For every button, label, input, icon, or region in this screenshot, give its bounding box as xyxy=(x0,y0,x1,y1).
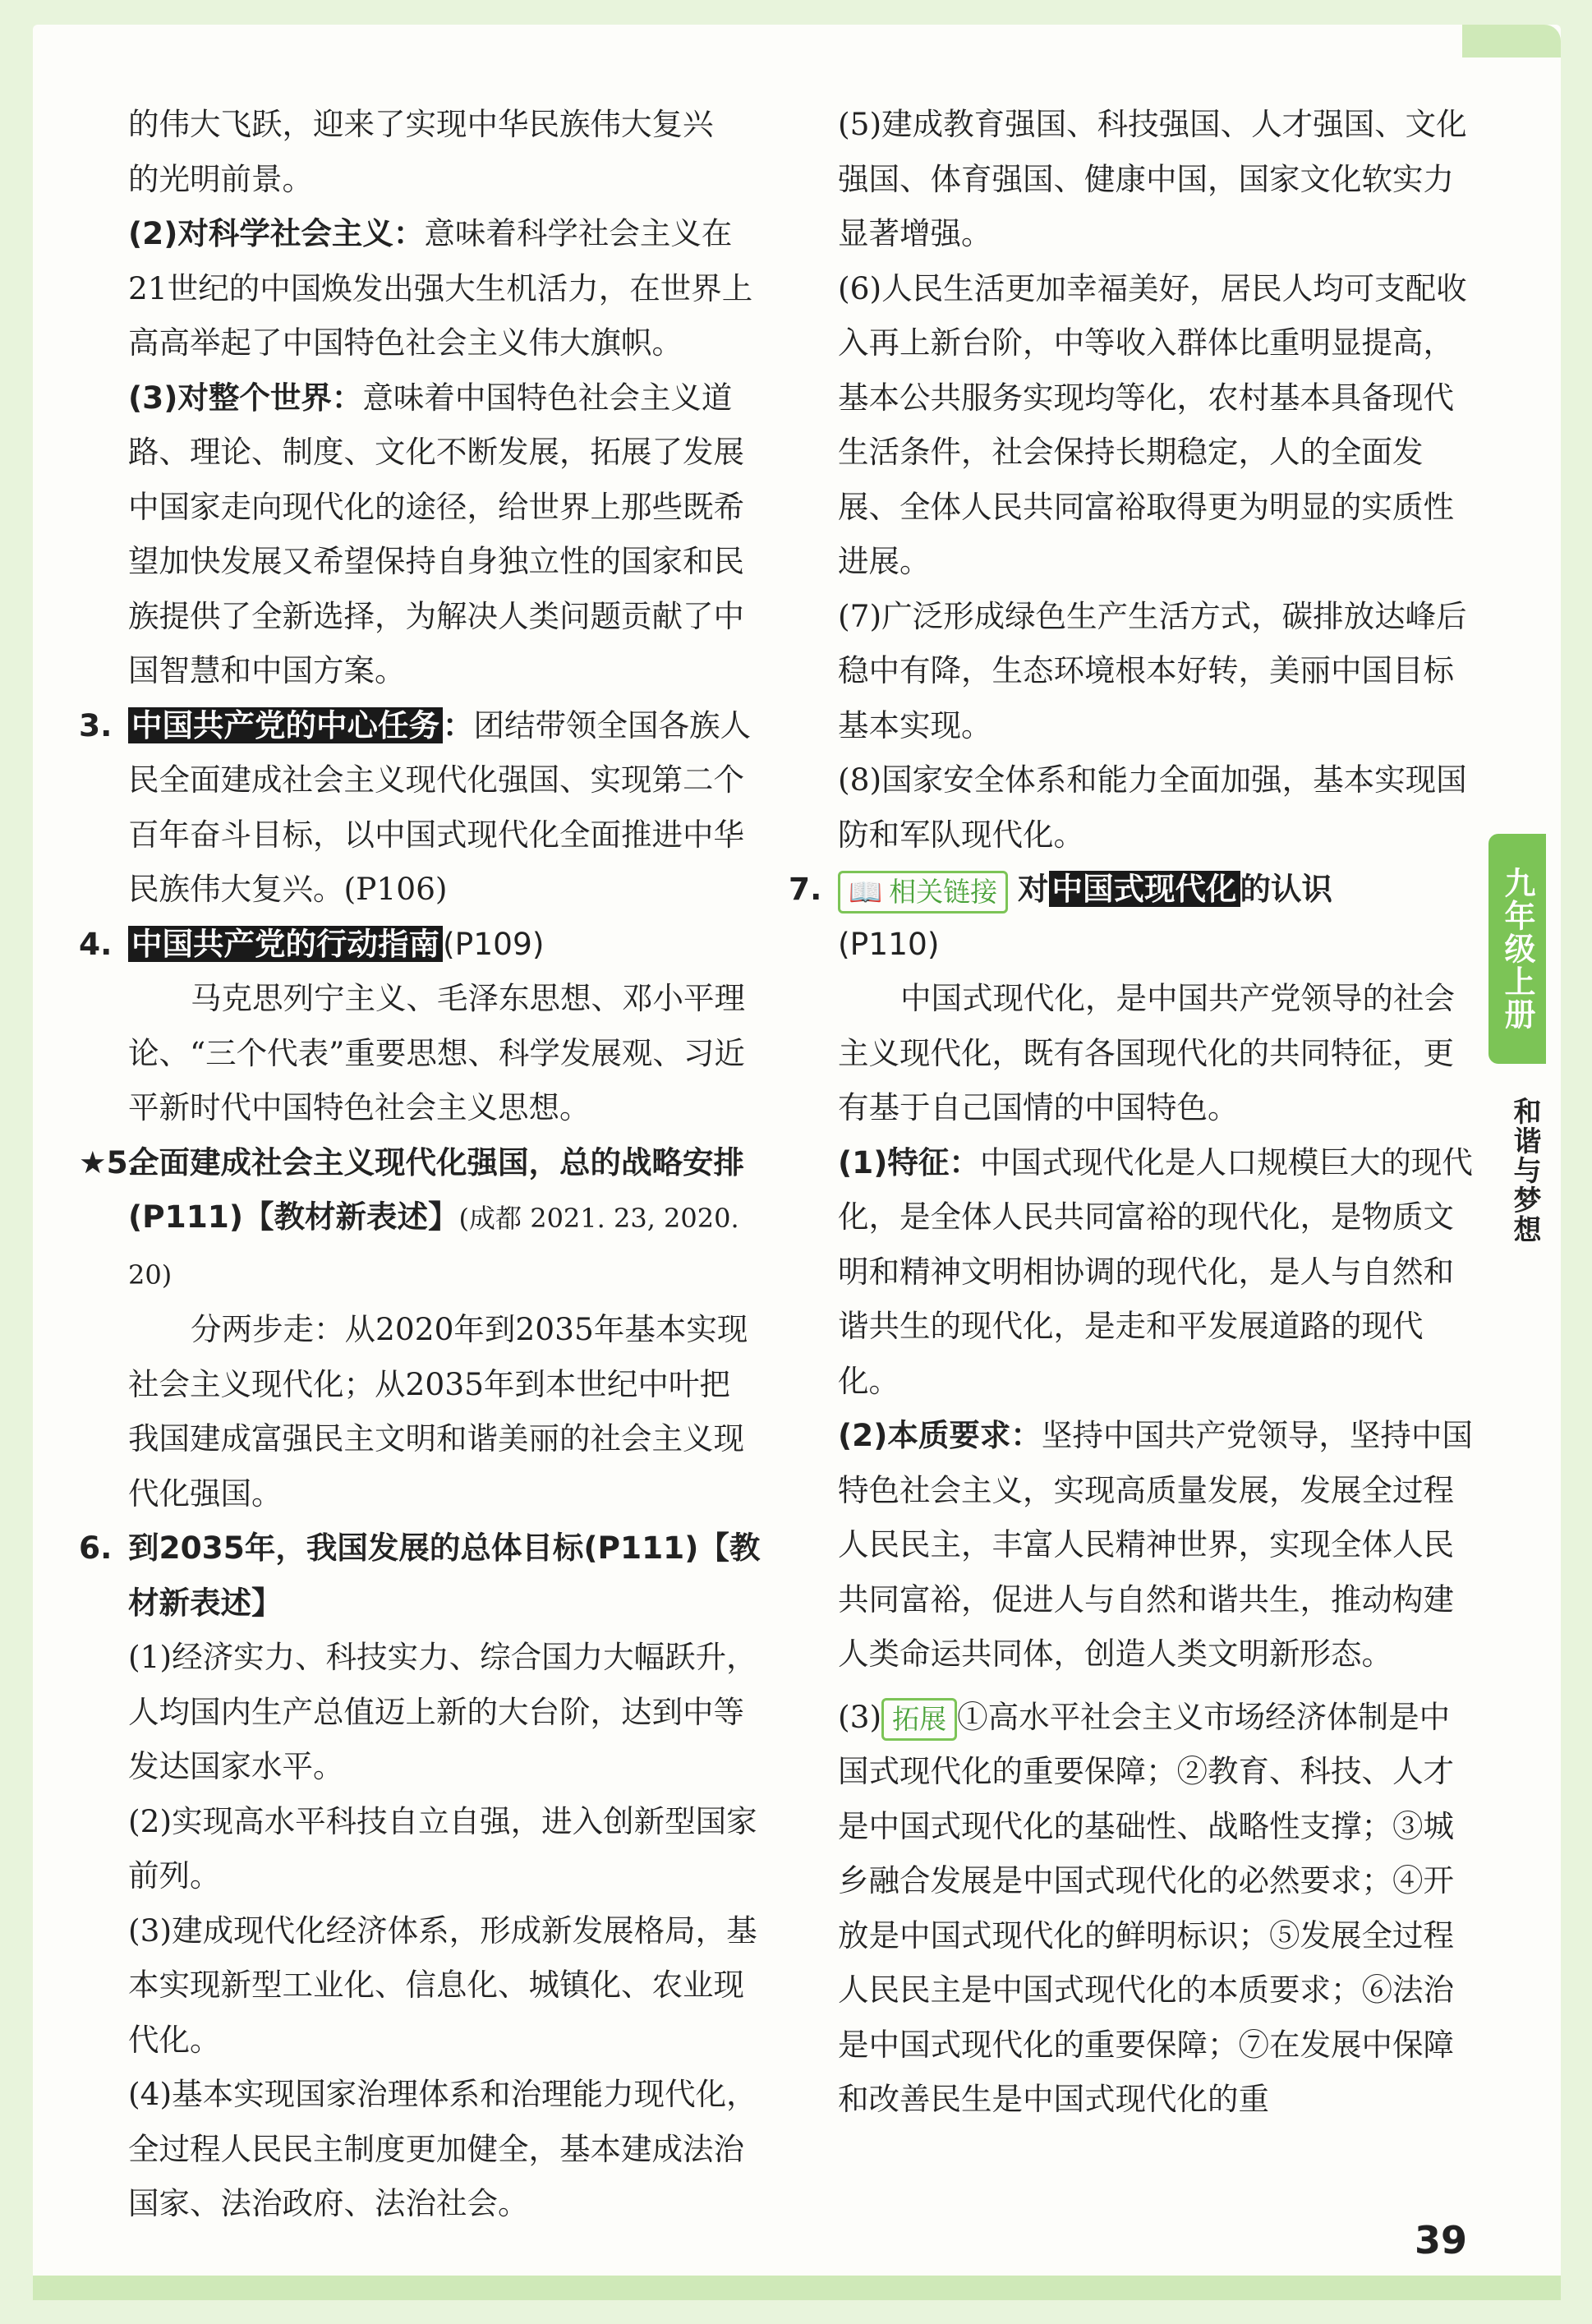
item-6-point-4: (4)基本实现国家治理体系和治理能力现代化，全过程人民民主制度更加健全，基本建成法治国家、法治政府、法治社会。 xyxy=(128,2076,757,2221)
unit-side-title: 和谐与梦想 xyxy=(1508,1097,1541,1245)
item-6-point-5: (5)建成教育强国、科技强国、人才强国、文化强国、体育强国、健康中国，国家文化软实力显著增强。 xyxy=(838,106,1467,251)
book-icon: 📖 xyxy=(849,875,883,908)
item-5: ★5.全面建成社会主义现代化强国，总的战略安排(P111)【教材新表述】(成都 2021. 23, 2020. 20) xyxy=(79,1135,761,1303)
continued-text: 的伟大飞跃，迎来了实现中华民族伟大复兴 的光明前景。 xyxy=(128,106,714,197)
paragraph-whole-world: (3)对整个世界：意味着中国特色社会主义道路、理论、制度、文化不断发展，拓展了发展中国家走向现代化的途径，给世界上那些既希望加快发展又希望保持自身独立性的国家和民族提供了全新选择，为解决人类问题贡献了中国智慧和中国方案。 xyxy=(128,379,744,688)
essential-requirements-paragraph: (2)本质要求：坚持中国共产党领导，坚持中国特色社会主义，实现高质量发展，发展全过程人民民主，丰富人民精神世界，实现全体人民共同富裕，促进人与自然和谐共生，推动构建人类命运共同体，创造人类文明新形态。 xyxy=(838,1417,1473,1672)
item-title: 到2035年，我国发展的总体目标 xyxy=(128,1530,584,1566)
paragraph-label: (3)对整个世界： xyxy=(128,379,363,416)
item-number: 7. xyxy=(789,871,822,907)
paragraph-label: (2)对科学社会主义： xyxy=(128,215,425,251)
item-number: ★5. xyxy=(79,1144,140,1180)
item-number: 6. xyxy=(79,1530,113,1566)
item-7-intro: 中国式现代化，是中国共产党领导的社会主义现代化，既有各国现代化的共同特征，更有基于自己国情的中国特色。 xyxy=(838,980,1455,1125)
exam-reference: (成都 2021. 23, 2020. 20) xyxy=(128,1203,739,1291)
item-7-ref: (P110) xyxy=(838,925,940,962)
highlight-title: 中国共产党的中心任务 xyxy=(128,707,443,743)
green-frame-bottom xyxy=(33,2276,1561,2300)
item-title: 全面建成社会主义现代化强国，总的战略安排 xyxy=(128,1144,744,1180)
page-number: 39 xyxy=(1415,2218,1468,2262)
feature-paragraph: (1)特征：中国式现代化是人口规模巨大的现代化，是全体人民共同富裕的现代化，是物质文明和精神文明相协调的现代化，是人与自然和谐共生的现代化，是走和平发展道路的现代化。 xyxy=(838,1144,1473,1399)
related-link-tag: 📖 相关链接 xyxy=(838,871,1008,913)
item-6-point-1: (1)经济实力、科技实力、综合国力大幅跃升，人均国内生产总值迈上新的大台阶，达到中等发达国家水平。 xyxy=(128,1639,757,1784)
right-column xyxy=(789,97,1479,2127)
item-6-point-3: (3)建成现代化经济体系，形成新发展格局，基本实现新型工业化、信息化、城镇化、农业现代化。 xyxy=(128,1912,757,2058)
item-6: 6. 到2035年，我国发展的总体目标(P111)【教材新表述】 xyxy=(79,1521,761,1630)
green-frame-top xyxy=(1462,25,1561,58)
item-7: 7. 📖 相关链接 对 中国式现代化 的认识 xyxy=(789,862,1479,917)
extension-paragraph: (3) 拓展 ①高水平社会主义市场经济体制是中国式现代化的重要保障；②教育、科技、人才是中国式现代化的基础性、战略性支撑；③城乡融合发展是中国式现代化的必然要求；④开放是中国式现代化的鲜明标识；⑤发展全过程人民民主是中国式现代化的本质要求；⑥法治是中国式现代化的重要保障；⑦在发展中保障和改善民生是中国式现代化的重 xyxy=(838,1698,1454,2117)
item-6-point-8: (8)国家安全体系和能力全面加强，基本实现国防和军队现代化。 xyxy=(838,762,1467,853)
extension-tag: 拓展 xyxy=(881,1698,957,1741)
grade-side-tab: 九年级上册 xyxy=(1488,834,1546,1064)
paragraph-scientific-socialism: (2)对科学社会主义：意味着科学社会主义在21世纪的中国焕发出强大生机活力，在世界上高高举起了中国特色社会主义伟大旗帜。 xyxy=(128,215,753,361)
item-6-point-7: (7)广泛形成绿色生产生活方式，碳排放达峰后稳中有降，生态环境根本好转，美丽中国目标基本实现。 xyxy=(838,597,1467,743)
item-6-point-6: (6)人民生活更加幸福美好，居民人均可支配收入再上新台阶，中等收入群体比重明显提高，基本公共服务实现均等化，农村基本具备现代生活条件，社会保持长期稳定，人的全面发展、全体人民共同富裕取得更为明显的实质性进展。 xyxy=(838,269,1467,579)
left-column xyxy=(79,97,761,2231)
highlight-title: 中国式现代化 xyxy=(1049,871,1240,907)
item-4: 4. 中国共产党的行动指南 (P109) xyxy=(79,917,761,972)
item-4-text: 马克思列宁主义、毛泽东思想、邓小平理论、“三个代表”重要思想、科学发展观、习近平新时代中国特色社会主义思想。 xyxy=(128,980,745,1125)
item-6-point-2: (2)实现高水平科技自立自强，进入创新型国家前列。 xyxy=(128,1802,757,1894)
item-3: 3. 中国共产党的中心任务 ：团结带领全国各族人民全面建成社会主义现代化强国、实现第二个百年奋斗目标，以中国式现代化全面推进中华民族伟大复兴。(P106) xyxy=(79,698,761,917)
item-number: 3. xyxy=(79,706,113,743)
paragraph-label: (2)本质要求： xyxy=(838,1417,1042,1453)
item-number: 4. xyxy=(79,925,113,962)
paragraph-label: (1)特征： xyxy=(838,1144,980,1180)
item-5-text: 分两步走：从2020年到2035年基本实现社会主义现代化；从2035年到本世纪中叶把我国建成富强民主文明和谐美丽的社会主义现代化强国。 xyxy=(128,1311,748,1512)
highlight-title: 中国共产党的行动指南 xyxy=(128,926,443,962)
